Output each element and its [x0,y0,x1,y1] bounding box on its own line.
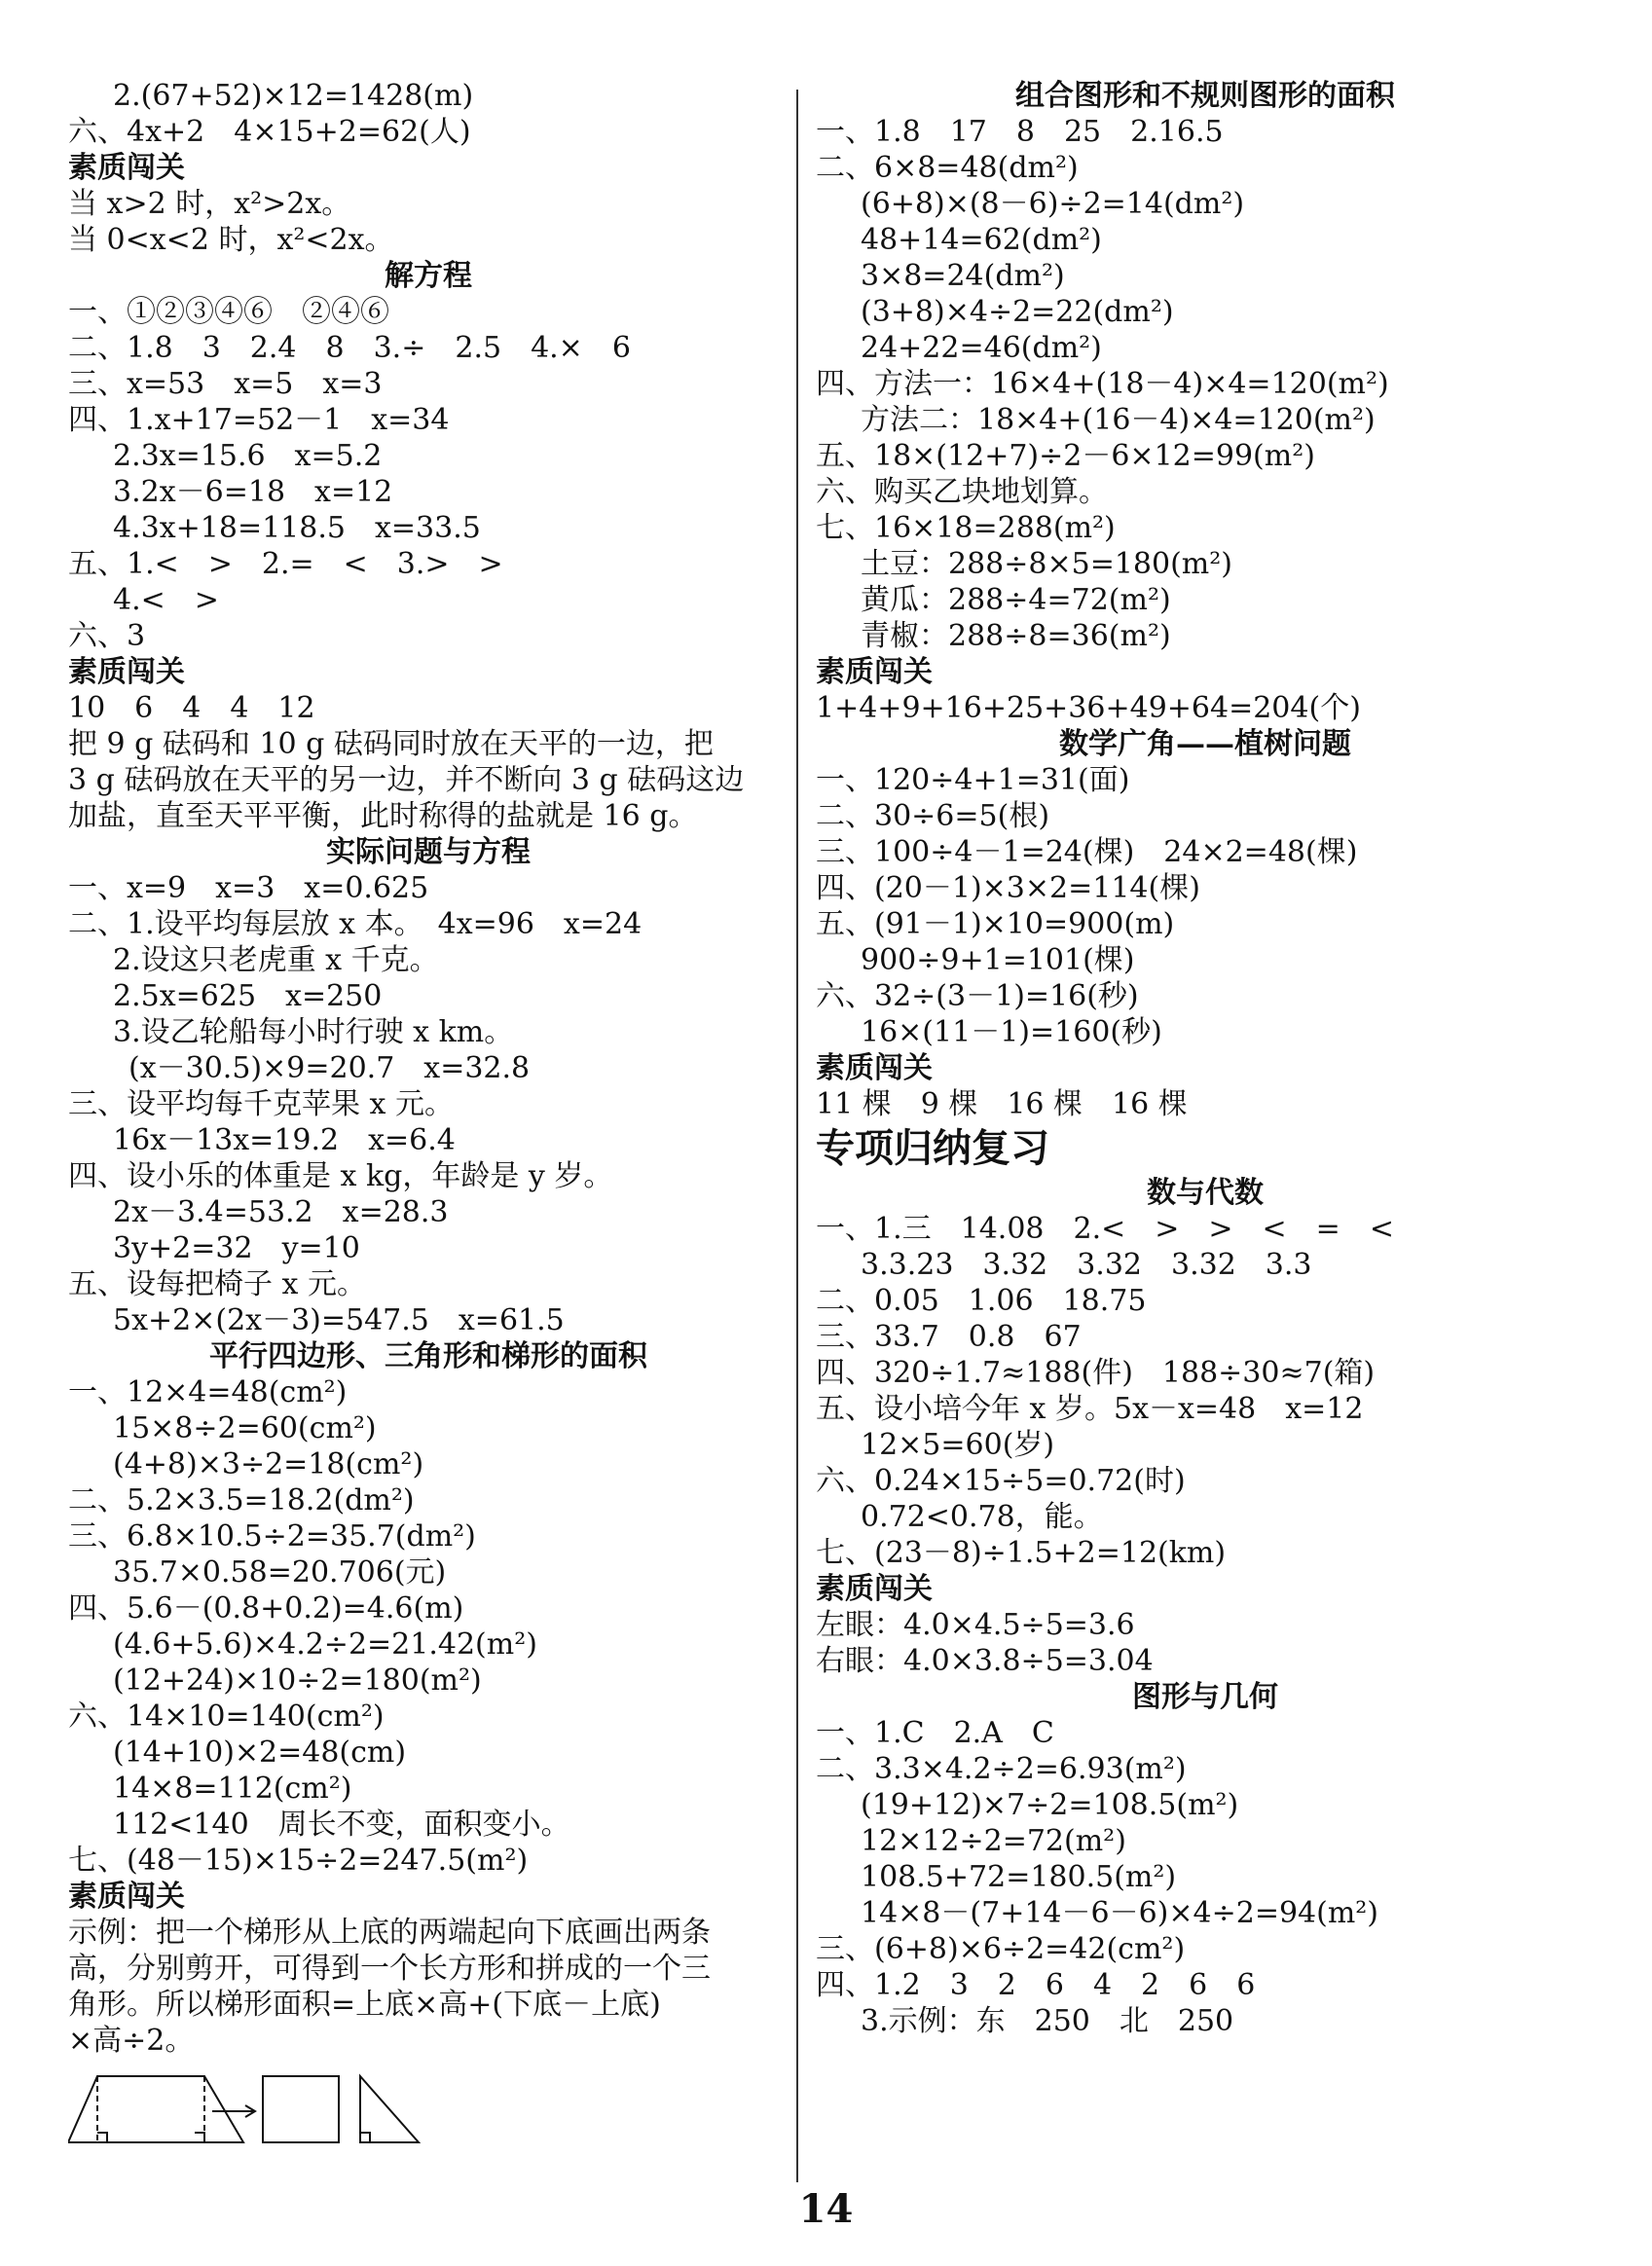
answer-line: 2.(67+52)×12=1428(m) [113,79,474,113]
subsection-label: 素质闯关 [816,655,933,689]
answer-line: 六、4x+2 4×15+2=62(人) [68,115,471,149]
answer-line: 二、1.8 3 2.4 8 3.÷ 2.5 4.× 6 [68,331,631,365]
answer-line: 六、0.24×15÷5=0.72(时) [816,1464,1186,1498]
answer-line: 3.设乙轮船每小时行驶 x km。 [113,1015,514,1049]
answer-line: 900÷9+1=101(棵) [861,943,1135,977]
answer-line: 三、6.8×10.5÷2=35.7(dm²) [68,1519,476,1553]
trapezoid-shape [68,2076,243,2142]
answer-line: 示例：把一个梯形从上底的两端起向下底画出两条 [68,1916,711,1950]
answer-line: (3+8)×4÷2=22(dm²) [861,295,1174,329]
answer-line: 五、设小培今年 x 岁。5x－x=48 x=12 [816,1392,1364,1426]
answer-line: (6+8)×(8－6)÷2=14(dm²) [861,187,1245,221]
answer-line: 当 x>2 时，x²>2x。 [68,187,351,221]
answer-line: 3y+2=32 y=10 [113,1231,360,1265]
answer-line: 四、1.x+17=52－1 x=34 [68,403,450,437]
answer-line: 15×8÷2=60(cm²) [113,1411,377,1445]
answer-line: 二、5.2×3.5=18.2(dm²) [68,1483,415,1517]
answer-line: 一、1.8 17 8 25 2.16.5 [816,115,1224,149]
column-divider [796,90,798,2182]
answer-line: (19+12)×7÷2=108.5(m²) [861,1788,1239,1822]
right-column [816,78,1595,2039]
answer-line: 一、12×4=48(cm²) [68,1375,348,1409]
answer-line: 五、18×(12+7)÷2－6×12=99(m²) [816,439,1315,473]
page-number: 14 [798,2186,854,2232]
answer-line: 高，分别剪开，可得到一个长方形和拼成的一个三 [68,1952,711,1986]
answer-line: 五、(91－1)×10=900(m) [816,907,1175,941]
answer-line: 一、x=9 x=3 x=0.625 [68,871,429,905]
answer-line: 七、16×18=288(m²) [816,511,1116,545]
answer-line: 一、1.三 14.08 2.< > > < = < [816,1212,1394,1246]
section-heading: 专项归纳复习 [816,1126,1049,1171]
answer-line: 三、100÷4－1=24(棵) 24×2=48(棵) [816,835,1358,869]
answer-line: 10 6 4 4 12 [68,691,315,725]
answer-line: (x－30.5)×9=20.7 x=32.8 [128,1051,531,1085]
answer-line: 七、(48－15)×15÷2=247.5(m²) [68,1844,529,1878]
section-heading: 实际问题与方程 [326,835,531,869]
answer-line: 12×12÷2=72(m²) [861,1824,1126,1858]
section-heading: 图形与几何 [1132,1680,1278,1714]
answer-line: 24+22=46(dm²) [861,331,1102,365]
subsection-label: 素质闯关 [816,1572,933,1606]
answer-line: 五、1.< > 2.= < 3.> > [68,547,503,581]
subsection-label: 素质闯关 [816,1051,933,1085]
answer-line: 土豆：288÷8×5=180(m²) [861,547,1232,581]
section-heading: 数与代数 [1147,1176,1264,1210]
answer-line: 当 0<x<2 时，x²<2x。 [68,223,394,257]
answer-line: 2.3x=15.6 x=5.2 [113,439,383,473]
answer-line: 二、30÷6=5(根) [816,799,1050,833]
answer-line: 六、14×10=140(cm²) [68,1700,385,1734]
answer-line: 三、33.7 0.8 67 [816,1320,1082,1354]
answer-line: 二、0.05 1.06 18.75 [816,1284,1147,1318]
section-heading: 数学广角——植树问题 [1059,727,1351,761]
answer-line: 12×5=60(岁) [861,1428,1055,1462]
left-answer-lines [68,78,789,2059]
answer-line: 四、5.6－(0.8+0.2)=4.6(m) [68,1591,464,1626]
answer-line: 把 9 g 砝码和 10 g 砝码同时放在天平的一边，把 [68,727,714,761]
answer-line: 108.5+72=180.5(m²) [861,1860,1177,1894]
trapezoid-cut-diagram [68,2066,477,2154]
answer-line: (12+24)×10÷2=180(m²) [113,1663,482,1698]
answer-line: 35.7×0.58=20.706(元) [113,1555,447,1590]
answer-line: 3.3.23 3.32 3.32 3.32 3.3 [861,1248,1312,1282]
answer-line: 六、32÷(3－1)=16(秒) [816,979,1139,1013]
answer-line: 14×8－(7+14－6－6)×4÷2=94(m²) [861,1896,1379,1930]
answer-line: 一、1.C 2.A C [816,1716,1054,1750]
answer-line: 1+4+9+16+25+36+49+64=204(个) [816,691,1361,725]
answer-line: 112<140 周长不变，面积变小。 [113,1808,570,1842]
answer-line: 4.3x+18=118.5 x=33.5 [113,511,481,545]
answer-line: 2.5x=625 x=250 [113,979,383,1013]
answer-line: 四、1.2 3 2 6 4 2 6 6 [816,1968,1256,2002]
answer-line: (4.6+5.6)×4.2÷2=21.42(m²) [113,1627,537,1662]
section-heading: 组合图形和不规则图形的面积 [1015,79,1395,113]
answer-line: 一、①②③④⑥ ②④⑥ [68,295,389,329]
right-angle-mark-left [97,2133,107,2142]
answer-line: 角形。所以梯形面积=上底×高+(下底－上底) [68,1988,661,2022]
answer-line: 四、320÷1.7≈188(件) 188÷30≈7(箱) [816,1356,1376,1390]
answer-line: 右眼：4.0×3.8÷5=3.04 [816,1644,1154,1678]
subsection-label: 素质闯关 [68,1880,185,1914]
answer-line: 青椒：288÷8=36(m²) [861,619,1171,653]
answer-line: 3×8=24(dm²) [861,259,1065,293]
answer-line: 六、3 [68,619,146,653]
answer-line: (14+10)×2=48(cm) [113,1736,407,1770]
answer-line: 4.< > [113,583,219,617]
answer-line: 四、(20－1)×3×2=114(棵) [816,871,1200,905]
answer-line: 四、方法一：16×4+(18－4)×4=120(m²) [816,367,1389,401]
rectangle-shape [263,2076,339,2142]
answer-line: ×高÷2。 [68,2024,195,2058]
answer-line: 左眼：4.0×4.5÷5=3.6 [816,1608,1135,1642]
right-angle-mark-triangle [360,2133,370,2142]
answer-line: 3 g 砝码放在天平的另一边，并不断向 3 g 砝码这边 [68,763,745,797]
answer-line: 二、1.设平均每层放 x 本。 4x=96 x=24 [68,907,642,941]
answer-line: 11 棵 9 棵 16 棵 16 棵 [816,1087,1188,1121]
right-answer-lines [816,78,1595,2039]
answer-line: 3.示例：东 250 北 250 [861,2004,1234,2038]
answer-line: 2.设这只老虎重 x 千克。 [113,943,439,977]
answer-line: 3.2x－6=18 x=12 [113,475,393,509]
answer-line: 48+14=62(dm²) [861,223,1102,257]
answer-line: 黄瓜：288÷4=72(m²) [861,583,1171,617]
left-column [68,78,789,2154]
section-heading: 平行四边形、三角形和梯形的面积 [209,1339,647,1373]
answer-line: 三、(6+8)×6÷2=42(cm²) [816,1932,1186,1966]
answer-line: (4+8)×3÷2=18(cm²) [113,1447,424,1481]
answer-line: 三、设平均每千克苹果 x 元。 [68,1087,454,1121]
right-angle-mark-right [195,2133,204,2142]
answer-line: 二、6×8=48(dm²) [816,151,1079,185]
answer-line: 2x－3.4=53.2 x=28.3 [113,1195,449,1229]
answer-line: 三、x=53 x=5 x=3 [68,367,383,401]
subsection-label: 素质闯关 [68,655,185,689]
answer-line: 二、3.3×4.2÷2=6.93(m²) [816,1752,1187,1786]
answer-line: 一、120÷4+1=31(面) [816,763,1130,797]
answer-line: 六、购买乙块地划算。 [816,475,1108,509]
answer-line: 0.72<0.78，能。 [861,1500,1103,1534]
subsection-label: 素质闯关 [68,151,185,185]
answer-line: 16x－13x=19.2 x=6.4 [113,1123,456,1157]
answer-line: 四、设小乐的体重是 x kg，年龄是 y 岁。 [68,1159,613,1193]
answer-line: 16×(11－1)=160(秒) [861,1015,1162,1049]
section-heading: 解方程 [385,259,472,293]
answer-line: 加盐，直至天平平衡，此时称得的盐就是 16 g。 [68,799,698,833]
answer-line: 5x+2×(2x－3)=547.5 x=61.5 [113,1303,565,1337]
answer-line: 七、(23－8)÷1.5+2=12(km) [816,1536,1227,1570]
answer-line: 五、设每把椅子 x 元。 [68,1267,366,1301]
answer-line: 方法二：18×4+(16－4)×4=120(m²) [861,403,1376,437]
answer-line: 14×8=112(cm²) [113,1772,352,1806]
